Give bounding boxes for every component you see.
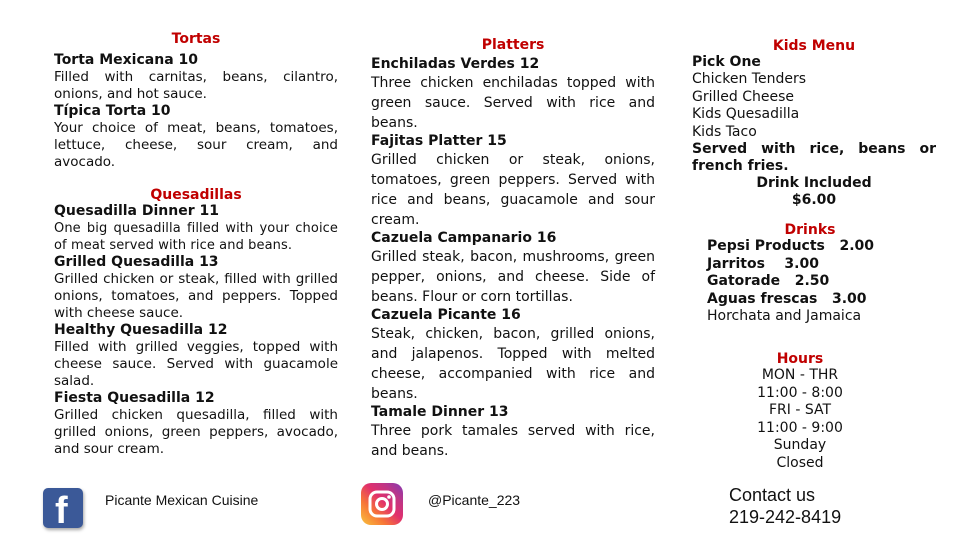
column-kids-menu xyxy=(692,38,936,209)
menu-item-desc: Filled with grilled veggies, topped with cheese sauce. Served with guacamole salad. xyxy=(54,339,338,389)
menu-item-name: Enchiladas Verdes 12 xyxy=(371,56,540,72)
hours-line: 11:00 - 9:00 xyxy=(757,419,843,436)
hours-heading: Hours xyxy=(776,351,824,367)
menu-item-name: Cazuela Campanario 16 xyxy=(371,230,557,246)
quesadillas-heading: Quesadillas xyxy=(150,187,242,203)
menu-item-name: Healthy Quesadilla 12 xyxy=(54,322,228,338)
menu-item-name: Torta Mexicana 10 xyxy=(54,52,198,68)
instagram-handle: @Picante_223 xyxy=(428,492,521,508)
menu-item-desc: Grilled chicken or steak, filled with grilled onions, tomatoes, and peppers. Topped with cheese sauce. xyxy=(54,271,338,321)
menu-item-name: Fajitas Platter 15 xyxy=(371,133,507,149)
contact-label: Contact us xyxy=(729,485,816,505)
menu-item-name: Tamale Dinner 13 xyxy=(371,404,509,420)
kids-price: $6.00 xyxy=(791,192,837,208)
kids-drink-included: Drink Included xyxy=(756,175,872,191)
menu-item-desc: Grilled chicken or steak, onions, tomatoes, green peppers. Served with rice and beans, guacamole and sour cream. xyxy=(371,152,655,228)
drink-note: Horchata and Jamaica xyxy=(707,308,862,324)
drink-item: Jarritos 3.00 xyxy=(707,255,819,272)
instagram-icon[interactable] xyxy=(361,483,403,525)
menu-item-desc: Filled with carnitas, beans, cilantro, onions, and hot sauce. xyxy=(54,69,338,102)
drinks-heading: Drinks xyxy=(784,222,836,238)
menu-item-name: Quesadilla Dinner 11 xyxy=(54,203,219,219)
menu-item-desc: One big quesadilla filled with your choice of meat served with rice and beans. xyxy=(54,221,338,253)
contact-phone: 219-242-8419 xyxy=(729,507,842,527)
drink-item: Gatorade 2.50 xyxy=(707,273,830,289)
kids-option: Kids Quesadilla xyxy=(692,106,800,122)
facebook-icon[interactable]: f xyxy=(43,488,83,528)
contact-block xyxy=(729,484,841,528)
column-tortas-quesadillas xyxy=(54,31,338,458)
drinks-section xyxy=(707,222,951,326)
hours-line: Sunday xyxy=(773,437,827,453)
facebook-page-name: Picante Mexican Cuisine xyxy=(105,492,259,508)
kids-option: Grilled Cheese xyxy=(692,88,795,105)
menu-item-desc: Grilled chicken quesadilla, filled with grilled onions, green peppers, avocado, and sour cream. xyxy=(54,407,338,457)
hours-section xyxy=(740,351,860,472)
hours-line: MON - THR xyxy=(761,367,839,383)
drink-item: Aguas frescas 3.00 xyxy=(707,290,867,307)
menu-item-name: Típica Torta 10 xyxy=(54,103,171,119)
menu-item-desc: Grilled steak, bacon, mushrooms, green pepper, onions, and cheese. Side of beans. Flour or corn tortillas. xyxy=(371,249,655,305)
menu-item-name: Cazuela Picante 16 xyxy=(371,307,521,323)
menu-item-name: Grilled Quesadilla 13 xyxy=(54,254,219,270)
kids-menu-heading: Kids Menu xyxy=(772,38,856,54)
menu-item-desc: Steak, chicken, bacon, grilled onions, and jalapenos. Topped with melted cheese, accompanied with rice and beans. xyxy=(371,326,655,402)
tortas-heading: Tortas xyxy=(171,31,221,47)
kids-pick-one: Pick One xyxy=(692,54,761,70)
kids-served-note: Served with rice, beans or french fries. xyxy=(692,141,936,174)
column-platters xyxy=(371,37,655,461)
kids-option: Chicken Tenders xyxy=(692,71,806,87)
platters-heading: Platters xyxy=(481,37,545,53)
hours-line: 11:00 - 8:00 xyxy=(757,384,843,401)
drink-item: Pepsi Products 2.00 xyxy=(707,238,875,254)
menu-item-desc: Your choice of meat, beans, tomatoes, lettuce, cheese, sour cream, and avocado. xyxy=(54,120,338,170)
menu-item-name: Fiesta Quesadilla 12 xyxy=(54,390,215,406)
hours-line: FRI - SAT xyxy=(768,402,832,418)
hours-line: Closed xyxy=(776,454,824,471)
menu-item-desc: Three chicken enchiladas topped with green sauce. Served with rice and beans. xyxy=(371,75,655,131)
kids-option: Kids Taco xyxy=(692,123,757,140)
menu-item-desc: Three pork tamales served with rice, and beans. xyxy=(371,423,655,459)
